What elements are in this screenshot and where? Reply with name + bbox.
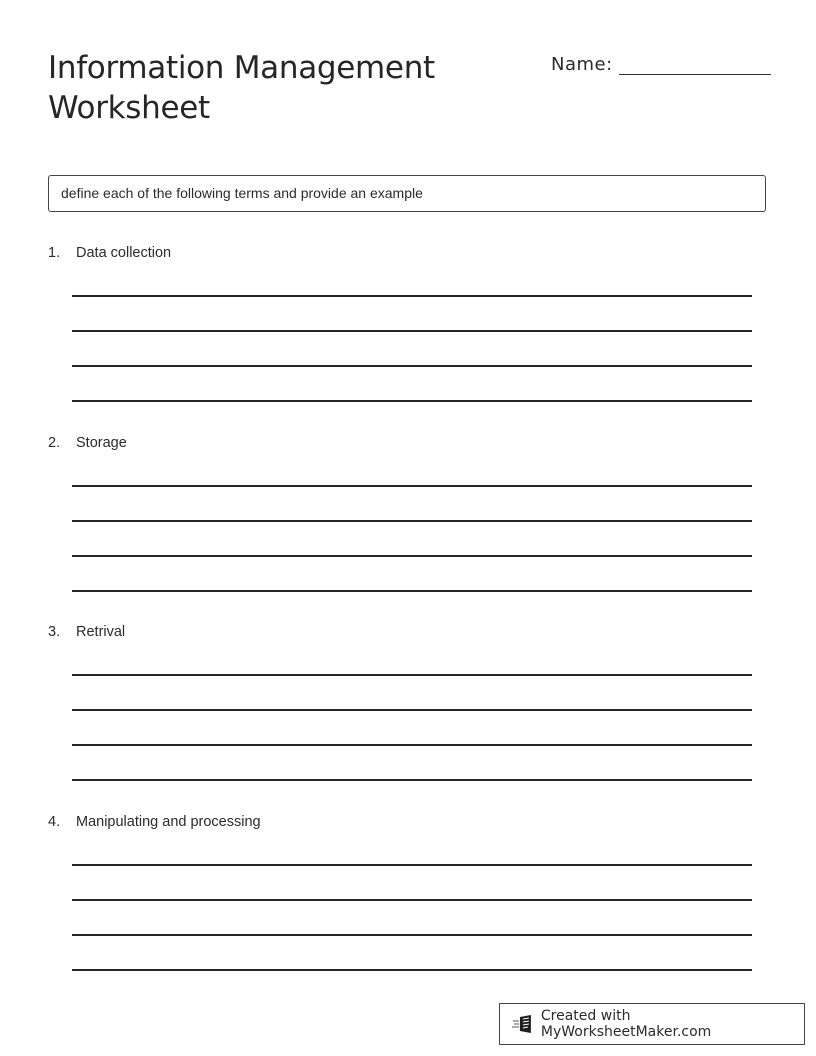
worksheet-title — [48, 48, 435, 128]
answer-line[interactable] — [72, 899, 752, 901]
question-1 — [48, 243, 758, 263]
question-number: 3. — [48, 624, 61, 640]
title-line-2: Worksheet — [48, 90, 210, 126]
answer-line[interactable] — [72, 400, 752, 402]
question-term: Storage — [76, 435, 127, 451]
question-term: Manipulating and processing — [76, 814, 261, 830]
name-blank-line[interactable] — [619, 52, 771, 75]
question-number: 4. — [48, 814, 61, 830]
answer-line[interactable] — [72, 744, 752, 746]
answer-line[interactable] — [72, 969, 752, 971]
answer-line[interactable] — [72, 295, 752, 297]
answer-line[interactable] — [72, 864, 752, 866]
answer-line[interactable] — [72, 709, 752, 711]
question-term: Data collection — [76, 245, 172, 261]
question-2 — [48, 433, 758, 453]
question-number: 1. — [48, 245, 61, 261]
worksheet-maker-logo-icon — [512, 1014, 534, 1034]
footer-text: Created with MyWorksheetMaker.com — [540, 1008, 712, 1040]
footer-credit[interactable] — [499, 1003, 805, 1045]
name-label: Name: — [551, 54, 613, 75]
question-4 — [48, 812, 758, 832]
answer-line[interactable] — [72, 365, 752, 367]
answer-line[interactable] — [72, 934, 752, 936]
question-3 — [48, 622, 758, 642]
answer-line[interactable] — [72, 485, 752, 487]
title-line-1: Information Management — [48, 50, 435, 86]
answer-line[interactable] — [72, 779, 752, 781]
answer-line[interactable] — [72, 674, 752, 676]
question-number: 2. — [48, 435, 61, 451]
instructions-box: define each of the following terms and provide an example — [48, 175, 766, 212]
answer-line[interactable] — [72, 555, 752, 557]
name-field — [551, 52, 771, 75]
answer-line[interactable] — [72, 520, 752, 522]
answer-line[interactable] — [72, 330, 752, 332]
question-term: Retrival — [76, 624, 126, 640]
answer-line[interactable] — [72, 590, 752, 592]
